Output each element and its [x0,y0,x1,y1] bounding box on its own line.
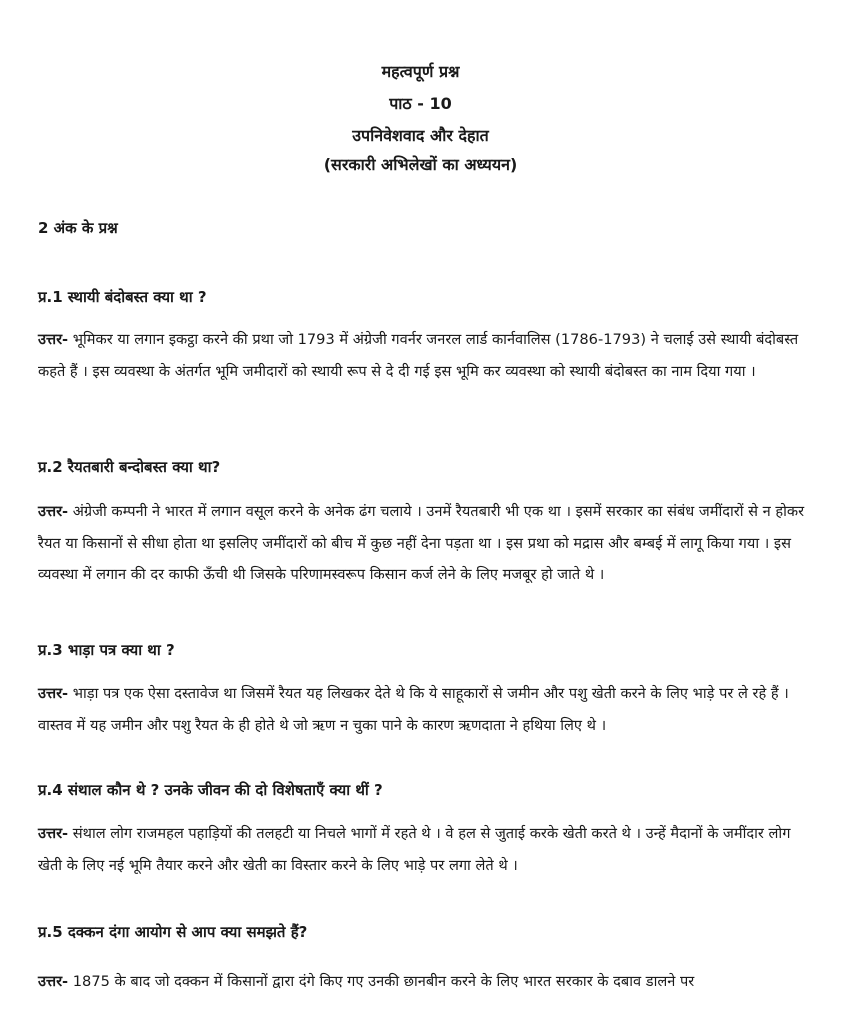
answer-label: उत्तर- [38,973,69,990]
heading-important-questions: महत्वपूर्ण प्रश्न [381,62,460,81]
question-2: प्र.2 रैयतबारी बन्दोबस्त क्या था? [38,458,221,476]
answer-text: अंग्रेजी कम्पनी ने भारत में लगान वसूल करने के अनेक ढंग चलाये । उनमें रैयतबारी भी एक था । इसमें सरकार का संबंध जमींदारों से न होकर रैयत या किसानों से सीधा होता था इसलिए जमींदारों को बीच में कुछ नहीं देना पड़ता था । इस प्रथा को मद्रास और बम्बई में लागू किया गया । इस व्यवस्था में लगान की दर काफी ऊँची थी जिसके परिणामस्वरूप किसान कर्ज लेने के लिए मजबूर हो जाते थे । [38,503,805,583]
answer-5 [38,966,808,998]
answer-label: उत्तर- [38,685,69,702]
question-4: प्र.4 संथाल कौन थे ? उनके जीवन की दो विशेषताएँ क्या थीं ? [38,781,383,799]
question-5: प्र.5 दक्कन दंगा आयोग से आप क्या समझते हैं? [38,923,308,941]
answer-4 [38,818,808,881]
heading-lesson-number: पाठ - 10 [389,94,452,113]
heading-chapter-title: उपनिवेशवाद और देहात [352,126,489,145]
answer-1 [38,324,808,387]
answer-text: भाड़ा पत्र एक ऐसा दस्तावेज था जिसमें रैयत यह लिखकर देते थे कि ये साहूकारों से जमीन और पशु खेती करने के लिए भाड़े पर ले रहे हैं । वास्तव में यह जमीन और पशु रैयत के ही होते थे जो ऋण न चुका पाने के कारण ऋणदाता ने हथिया लिए थे । [38,685,789,734]
answer-text: संथाल लोग राजमहल पहाड़ियों की तलहटी या निचले भागों में रहते थे । वे हल से जुताई करके खेती करते थे । उन्हें मैदानों के जमींदार लोग खेती के लिए नई भूमि तैयार करने और खेती का विस्तार करने के लिए भाड़े पर लगा लेते थे । [38,825,791,874]
answer-label: उत्तर- [38,503,69,520]
answer-3 [38,678,808,741]
heading-chapter-subtitle: (सरकारी अभिलेखों का अध्ययन) [323,155,518,174]
answer-text: 1875 के बाद जो दक्कन में किसानों द्वारा दंगे किए गए उनकी छानबीन करने के लिए भारत सरकार के दबाव डालने पर [68,973,695,990]
answer-label: उत्तर- [38,825,69,842]
answer-2 [38,496,808,591]
question-3: प्र.3 भाड़ा पत्र क्या था ? [38,641,175,659]
section-label-2-marks: 2 अंक के प्रश्न [38,219,118,237]
answer-text: भूमिकर या लगान इकट्ठा करने की प्रथा जो 1793 में अंग्रेजी गवर्नर जनरल लार्ड कार्नवालिस (1786-1793) ने चलाई उसे स्थायी बंदोबस्त कहते हैं । इस व्यवस्था के अंतर्गत भूमि जमीदारों को स्थायी रूप से दे दी गई इस भूमि कर व्यवस्था को स्थायी बंदोबस्त का नाम दिया गया । [38,331,799,380]
question-1: प्र.1 स्थायी बंदोबस्त क्या था ? [38,288,207,306]
answer-label: उत्तर- [38,331,69,348]
